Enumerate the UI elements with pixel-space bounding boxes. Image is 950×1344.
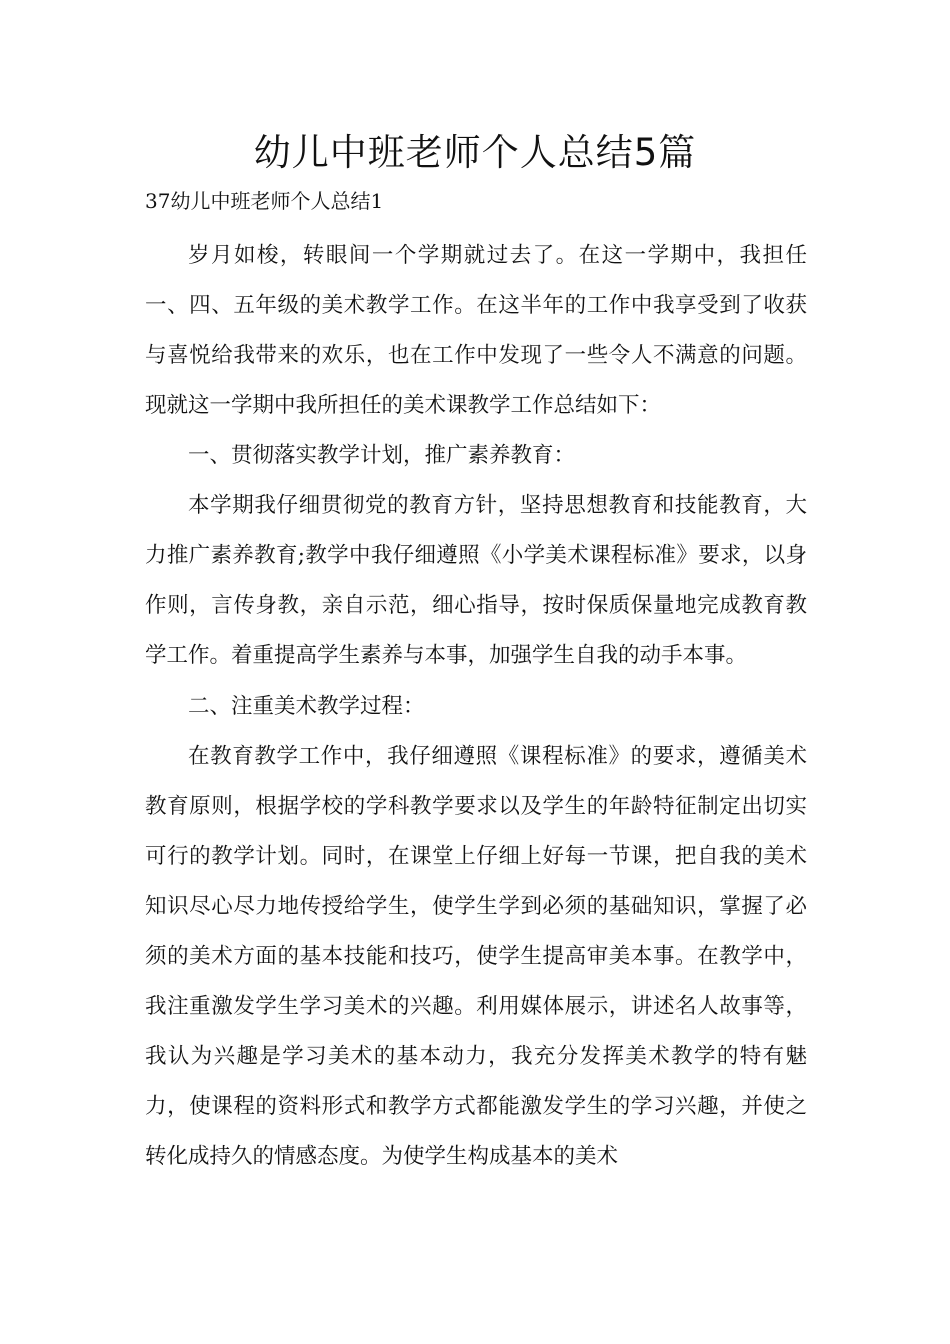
paragraph-plan: 本学期我仔细贯彻党的教育方针，坚持思想教育和技能教育，大力推广素养教育;教学中我仔细遵照《小学美术课程标准》要求，以身作则，言传身教，亲自示范，细心指导，按时保质保量地完成教育教学工作。着重提高学生素养与本事，加强学生自我的动手本事。	[145, 493, 807, 668]
paragraph-heading-2: 二、注重美术教学过程：	[188, 694, 425, 719]
paragraph-intro: 岁月如梭，转眼间一个学期就过去了。在这一学期中，我担任一、四、五年级的美术教学工作。在这半年的工作中我享受到了收获与喜悦给我带来的欢乐，也在工作中发现了一些令人不满意的问题。现就这一学期中我所担任的美术课教学工作总结如下：	[145, 243, 807, 418]
document-title: 幼儿中班老师个人总结5篇	[253, 131, 697, 174]
section-heading: 37幼儿中班老师个人总结1	[145, 189, 384, 213]
paragraph-heading-1: 一、贯彻落实教学计划，推广素养教育：	[188, 443, 576, 468]
paragraph-process: 在教育教学工作中，我仔细遵照《课程标准》的要求，遵循美术教育原则，根据学校的学科教学要求以及学生的年龄特征制定出切实可行的教学计划。同时，在课堂上仔细上好每一节课，把自我的美术知识尽心尽力地传授给学生，使学生学到必须的基础知识，掌握了必须的美术方面的基本技能和技巧，使学生提高审美本事。在教学中，我注重激发学生学习美术的兴趣。利用媒体展示，讲述名人故事等，我认为兴趣是学习美术的基本动力，我充分发挥美术教学的特有魅力，使课程的资料形式和教学方式都能激发学生的学习兴趣，并使之转化成持久的情感态度。为使学生构成基本的美术	[145, 744, 807, 1169]
document-body	[145, 231, 807, 1182]
